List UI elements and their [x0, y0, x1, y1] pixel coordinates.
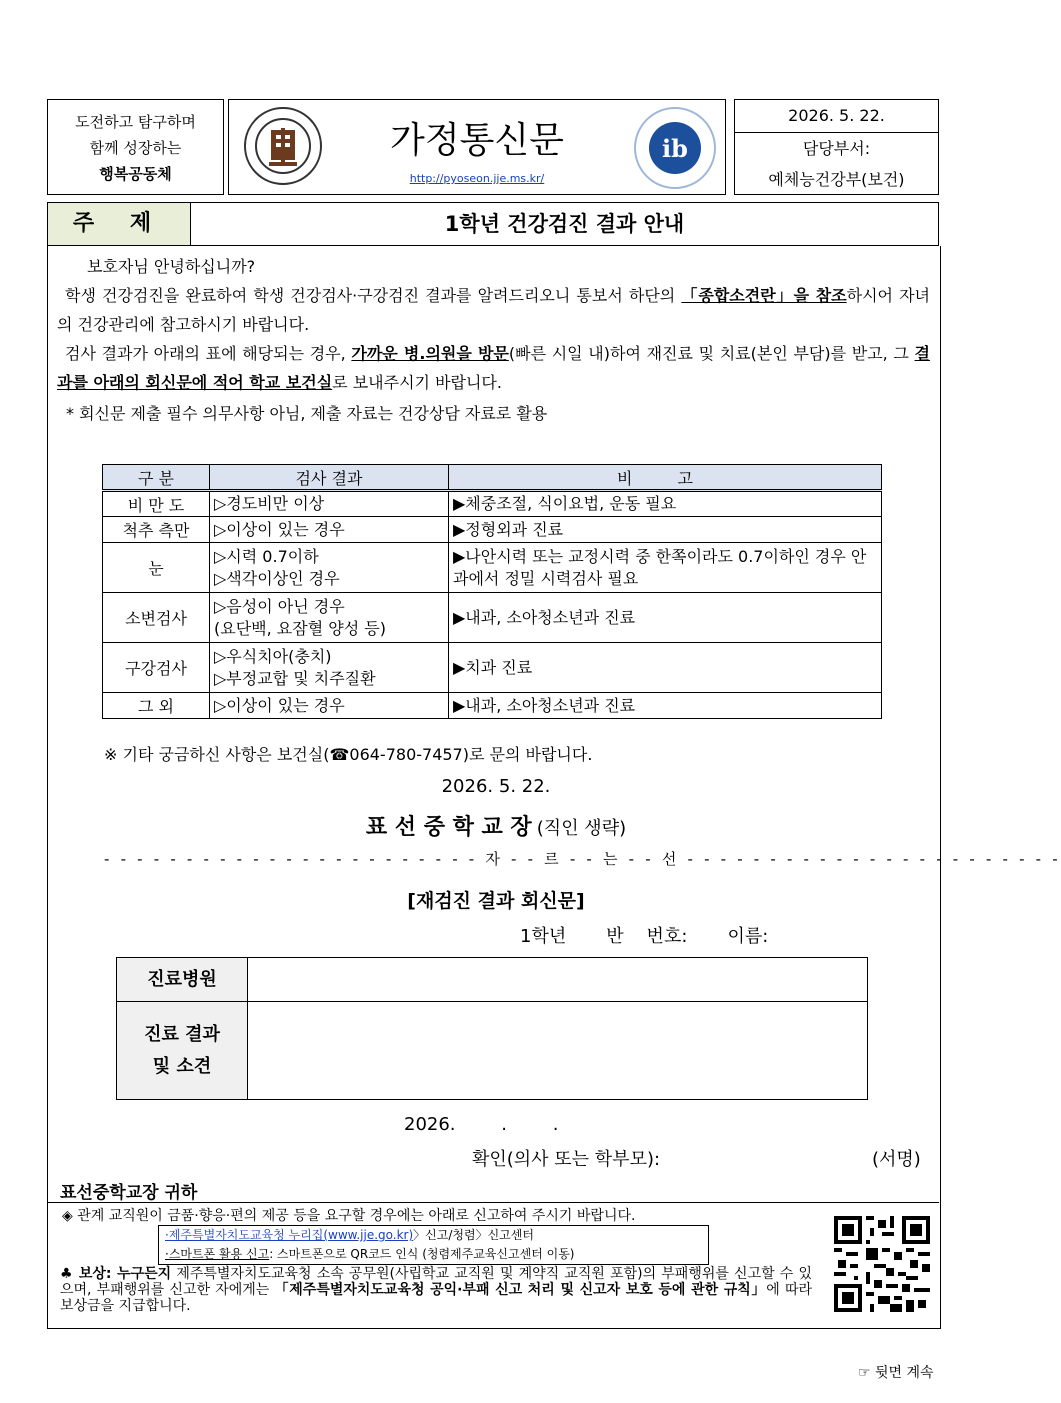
principal-note: (직인 생략): [536, 818, 627, 839]
principal-line: [0, 810, 992, 841]
report-channel-1: [165, 1226, 708, 1245]
result-line: (요단백, 요잠혈 양성 등): [214, 618, 386, 638]
p1-text-c: 하시어 자녀의 건강관리에 참고하시기 바랍니다.: [57, 286, 931, 334]
p1-text-a: 학생 건강검진을 완료하여 학생 건강검사·구강검진 결과를 알려드리오니 통보서 하단의: [65, 286, 682, 305]
cut-label: 자 - - 르 - - 는 - - 선: [485, 850, 680, 868]
school-url-link[interactable]: http://pyoseon.jje.ms.kr/: [409, 172, 545, 185]
paragraph-1: [57, 281, 930, 339]
table-row: [103, 517, 882, 543]
hospital-field[interactable]: [248, 958, 868, 1002]
result-line: ▷색각이상인 경우: [214, 568, 340, 588]
reward-end: 에 따라 보상금을 지급합니다.: [60, 1282, 813, 1314]
subject-label: 주 제: [48, 203, 191, 245]
svg-text:ib: ib: [662, 134, 688, 163]
row-note: ▶정형외과 진료: [449, 517, 882, 543]
row-result: ▷경도비만 이상: [210, 491, 449, 517]
report-divider: [47, 1202, 939, 1203]
greeting-text: 보호자님 안녕하십니까?: [87, 257, 256, 276]
addressee: 표선중학교장 귀하: [60, 1183, 198, 1203]
page-title: 가정통신문: [390, 120, 564, 161]
qr-code-icon[interactable]: [834, 1216, 930, 1312]
reward-text: 제주특별자치도교육청 소속 공무원(사립학교 교직원 및 계약직 교직원 포함)의 부패행위를 신고할 수 있으며, 부패행위를 신고한 자에게는: [60, 1266, 812, 1298]
p2-text-e: 로 보내주시기 바랍니다.: [332, 373, 502, 392]
signature-label: (서명): [872, 1149, 921, 1170]
result-label-line-1: 진료 결과: [144, 1023, 220, 1045]
motto-line-2: 함께 성장하는: [89, 139, 182, 157]
result-line: ▷우식치아(충치): [214, 646, 332, 666]
table-row: [103, 693, 882, 719]
cut-line: [104, 848, 1061, 869]
row-category: 비 만 도: [103, 491, 210, 517]
row-result: ▷이상이 있는 경우: [210, 517, 449, 543]
row-note: ▶나안시력 또는 교정시력 중 한쪽이라도 0.7이하인 경우 안과에서 정밀 시력검사 필요: [449, 543, 882, 593]
report-website-link[interactable]: ·제주특별자치도교육청 누리집(www.jje.go.kr): [165, 1228, 414, 1242]
row-result: [210, 543, 449, 593]
header-result: 검사 결과: [210, 465, 449, 491]
report-smartphone-label: ·스마트폰 활용 신고: [165, 1247, 270, 1261]
report-channel-2: [165, 1245, 708, 1264]
criteria-table: [102, 464, 882, 719]
row-category: 척추 측만: [103, 517, 210, 543]
result-line: ▷음성이 아닌 경우: [214, 596, 345, 616]
hospital-label: 진료병원: [117, 958, 248, 1002]
issue-date: 2026. 5. 22.: [735, 100, 938, 133]
confirm-label: 확인(의사 또는 학부모):: [472, 1149, 661, 1170]
note: * 회신문 제출 필수 의무사항 아님, 제출 자료는 건강상담 자료로 활용: [66, 404, 548, 423]
result-line: ▷시력 0.7이하: [214, 546, 319, 566]
student-info-line: 1학년 반 번호: 이름:: [520, 926, 769, 947]
greeting: [57, 252, 930, 281]
result-label: [117, 1002, 248, 1100]
report-website-path: 〉신고/청렴〉신고센터: [413, 1228, 534, 1242]
principal-name: 표 선 중 학 교 장: [365, 815, 532, 840]
table-row: [103, 593, 882, 643]
department-label: 담당부서:: [802, 139, 871, 158]
reply-date-line: 2026. . .: [404, 1114, 559, 1135]
result-line: ▷부정교합 및 치주질환: [214, 668, 376, 688]
row-category: 소변검사: [103, 593, 210, 643]
report-line-1: ◈ 관계 교직원이 금품·향응·편의 제공 등을 요구할 경우에는 아래로 신고하여 주시기 바랍니다.: [62, 1208, 636, 1224]
subject-title: 1학년 건강검진 결과 안내: [444, 212, 685, 236]
row-note: ▶내과, 소아청소년과 진료: [449, 693, 882, 719]
p2-emphasis-1: 가까운 병.의원을 방문: [351, 344, 509, 363]
reward-paragraph: [60, 1266, 812, 1314]
cut-dashes-right: - - - - - - - - - - - - - - - - - - - - - - -: [679, 850, 1061, 868]
ib-logo-icon: [633, 106, 717, 190]
motto-box: [47, 99, 224, 195]
title-box: [228, 99, 726, 195]
result-label-line-2: 및 소견: [152, 1055, 212, 1077]
row-note: ▶체중조절, 식이요법, 운동 필요: [449, 491, 882, 517]
table-row: [103, 491, 882, 517]
motto-line-3: 행복공동체: [99, 165, 172, 183]
report-channel-box: [158, 1225, 709, 1265]
header-category: 구 분: [103, 465, 210, 491]
p2-text-c: (빠른 시일 내)하여 재진료 및 치료(본인 부담)를 받고, 그: [508, 344, 915, 363]
date-department-box: [734, 99, 939, 195]
contact-note: ※ 기타 궁금하신 사항은 보건실(☎064-780-7457)로 문의 바랍니다.: [104, 745, 593, 764]
p2-emphasis-2: 결과를 아래의 회신문에 적어 학교 보건실: [57, 344, 931, 392]
row-category: 구강검사: [103, 643, 210, 693]
result-field[interactable]: [248, 1002, 868, 1100]
row-note: ▶내과, 소아청소년과 진료: [449, 593, 882, 643]
result-row: [117, 1002, 868, 1100]
row-category: 눈: [103, 543, 210, 593]
reward-rule: 「제주특별자치도교육청 공익·부패 신고 처리 및 신고자 보호 등에 관한 규칙」: [274, 1282, 767, 1298]
sign-date: 2026. 5. 22.: [441, 776, 551, 797]
motto-line-1: 도전하고 탐구하며: [75, 113, 196, 131]
department-name: 예체능건강부(보건): [768, 170, 905, 189]
row-result: ▷이상이 있는 경우: [210, 693, 449, 719]
table-header-row: [103, 465, 882, 491]
cut-dashes-left: - - - - - - - - - - - - - - - - - - - - - - -: [104, 850, 486, 868]
continue-note: ☞ 뒷면 계속: [858, 1365, 934, 1381]
reply-title: [재검진 결과 회신문]: [407, 890, 585, 912]
paragraph-2: [57, 339, 930, 397]
table-row: [103, 643, 882, 693]
header-note: 비 고: [449, 465, 882, 491]
report-smartphone-desc: : 스마트폰으로 QR코드 인식 (청렴제주교육신고센터 이동): [269, 1247, 575, 1261]
table-row: [103, 543, 882, 593]
p1-emphasis: 「종합소견란」을 참조: [681, 286, 847, 305]
p2-text-a: 검사 결과가 아래의 표에 해당되는 경우,: [65, 344, 352, 363]
subject-row: [47, 202, 939, 246]
reward-label: ♣ 보상: 누구든지: [60, 1266, 172, 1282]
row-result: [210, 643, 449, 693]
row-category: 그 외: [103, 693, 210, 719]
row-result: [210, 593, 449, 643]
row-note: ▶치과 진료: [449, 643, 882, 693]
reply-table: [116, 957, 868, 1100]
hospital-row: [117, 958, 868, 1002]
